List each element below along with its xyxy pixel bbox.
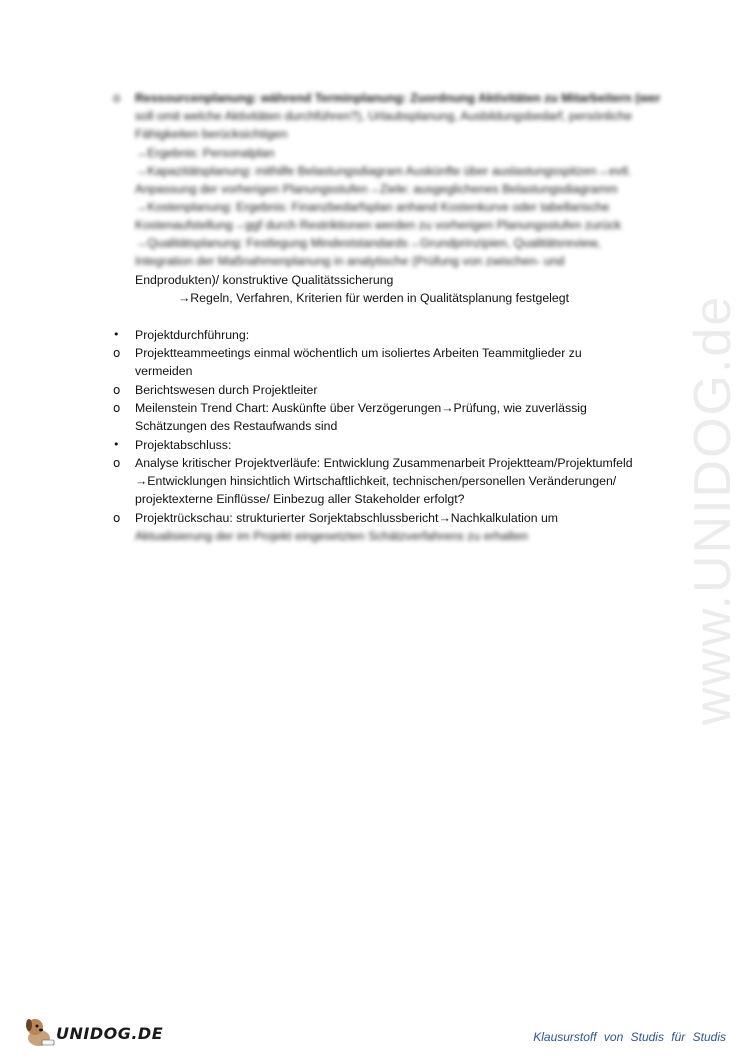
bullet-marker: • bbox=[113, 438, 120, 451]
list-heading: Projektabschluss: bbox=[135, 438, 232, 452]
text-line: →Qualitätsplanung: Festlegung Mindeststandards→Grundprinzipien, Qualitätsreview, bbox=[135, 236, 601, 250]
watermark: www.UNIDOG.de bbox=[684, 294, 742, 726]
text-line: Endprodukten)/ konstruktive Qualitätssicherung bbox=[135, 273, 394, 287]
list-item: Projektteammeetings einmal wöchentlich um isoliertes Arbeiten Teammitglieder zu bbox=[135, 346, 582, 360]
sub-bullet-marker: o bbox=[113, 456, 121, 470]
text-line: →Regeln, Verfahren, Kriterien für werden in Qualitätsplanung festgelegt bbox=[178, 291, 569, 305]
logo-text: UNIDOG.DE bbox=[56, 1024, 164, 1043]
unidog-logo[interactable] bbox=[22, 1014, 164, 1050]
sub-bullet-marker: o bbox=[113, 346, 121, 360]
list-item: Meilenstein Trend Chart: Auskünfte über Verzögerungen→Prüfung, wie zuverlässig bbox=[135, 401, 587, 415]
text-line: Fähigkeiten berücksichtigen bbox=[135, 127, 288, 141]
footer-tagline: Klausurstoff von Studis für Studis bbox=[533, 1030, 726, 1044]
sub-bullet-marker: o bbox=[113, 383, 121, 397]
text-line: →Kapazitätsplanung: mithilfe Belastungsdiagram Auskünfte über auslastungsspitzen→evtl. bbox=[135, 164, 632, 178]
text-line: Integration der Maßnahmenplanung in analytische (Prüfung von zwischen- und bbox=[135, 254, 565, 268]
sub-bullet-marker: o bbox=[113, 511, 121, 525]
list-heading: Projektdurchführung: bbox=[135, 328, 250, 342]
text-line: Kostenaufstellung→ggf durch Restriktionen werden zu vorherigen Planungsstufen zurück bbox=[135, 218, 622, 232]
text-line: Ressourcenplanung: während Terminplanung: Zuordnung Aktivitäten zu Mitarbeitern (wer bbox=[135, 91, 661, 105]
text-line: vermeiden bbox=[135, 364, 193, 378]
text-line: Aktualisierung der im Projekt eingesetzten Schätzverfahrens zu erhalten bbox=[135, 529, 529, 543]
bullet-marker: • bbox=[113, 328, 120, 341]
sub-bullet-marker: o bbox=[113, 91, 121, 105]
list-item: Projektrückschau: strukturierter Sorjektabschlussbericht→Nachkalkulation um bbox=[135, 511, 559, 525]
text-line: Schätzungen des Restaufwands sind bbox=[135, 419, 338, 433]
text-line: →Kostenplanung: Ergebnis: Finanzbedarfsplan anhand Kostenkurve oder tabellarische bbox=[135, 200, 610, 214]
text-line: soll omit welche Aktivitäten durchführen?), Urlaubsplanung, Ausbildungsbedarf, persönliche bbox=[135, 109, 632, 123]
text-line: →Ergebnis: Personalplan bbox=[135, 146, 275, 160]
text-line: projektexterne Einflüsse/ Einbezug aller Stakeholder erfolgt? bbox=[135, 492, 465, 506]
sub-bullet-marker: o bbox=[113, 401, 121, 415]
text-line: Anpassung der vorherigen Planungsstufen→Ziele: ausgeglichenes Belastungsdiagramm bbox=[135, 182, 618, 196]
dog-mascot-icon bbox=[22, 1014, 58, 1050]
text-line: →Entwicklungen hinsichtlich Wirtschaftlichkeit, technischen/personellen Veränderungen/ bbox=[135, 474, 617, 488]
list-item: Berichtswesen durch Projektleiter bbox=[135, 383, 318, 397]
list-item: Analyse kritischer Projektverläufe: Entwicklung Zusammenarbeit Projektteam/Projektumfeld bbox=[135, 456, 633, 470]
